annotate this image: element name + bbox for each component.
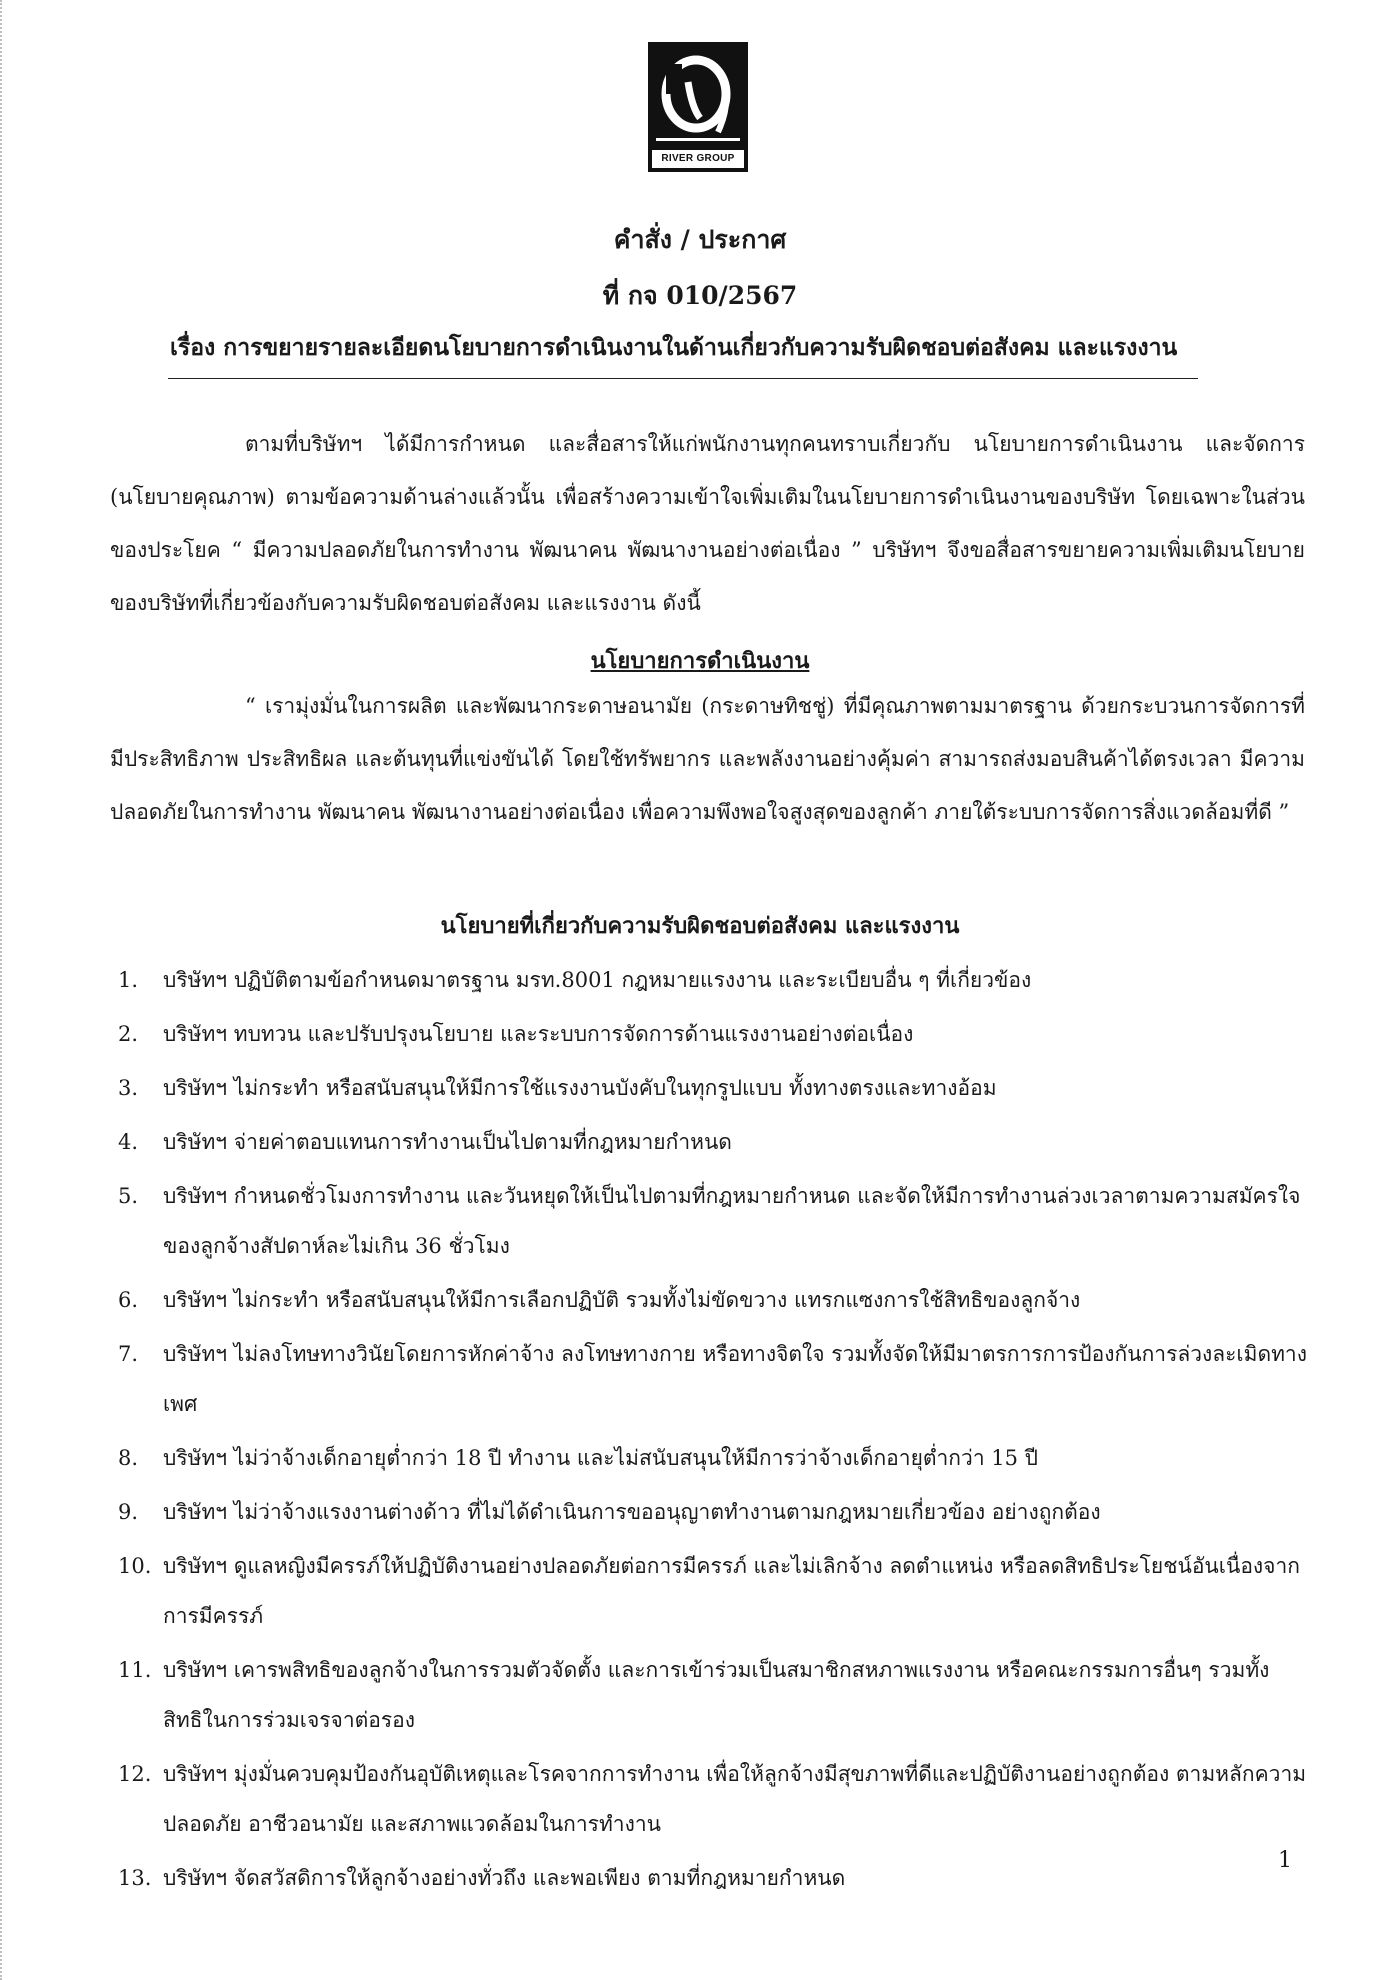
page-number: 1 [1278,1848,1292,1873]
list-item-number: 6. [118,1288,139,1312]
list-item-text: บริษัทฯ ไม่ลงโทษทางวินัยโดยการหักค่าจ้าง ลงโทษทางกาย หรือทางจิตใจ รวมทั้งจัดให้มีมาตรการการป้องกันการล่วงละเมิดทางเพศ [163,1342,1307,1416]
list-item-text: บริษัทฯ มุ่งมั่นควบคุมป้องกันอุบัติเหตุและโรคจากการทำงาน เพื่อให้ลูกจ้างมีสุขภาพที่ดีและปฏิบัติงานอย่างถูกต้อง ตามหลักความปลอดภัย อาชีวอนามัย และสภาพแวดล้อมในการทำงาน [163,1762,1307,1836]
list-item [118,1853,1308,1903]
list-item-text: บริษัทฯ จ่ายค่าตอบแทนการทำงานเป็นไปตามที่กฎหมายกำหนด [163,1130,732,1154]
list-item-text: บริษัทฯ ไม่กระทำ หรือสนับสนุนให้มีการใช้แรงงานบังคับในทุกรูปแบบ ทั้งทางตรงและทางอ้อม [163,1076,997,1100]
list-item [118,1329,1308,1429]
operation-policy-text: “ เรามุ่งมั่นในการผลิต และพัฒนากระดาษอนามัย (กระดาษทิชชู่) ที่มีคุณภาพตามมาตรฐาน ด้วยกระบวนการจัดการที่มีประสิทธิภาพ ประสิทธิผล และต้นทุนที่แข่งขันได้ โดยใช้ทรัพยากร และพลังงานอย่างคุ้มค่า สามารถส่งมอบสินค้าได้ตรงเวลา มีความปลอดภัยในการทำงาน พัฒนาคน พัฒนางานอย่างต่อเนื่อง เพื่อความพึงพอใจสูงสุดของลูกค้า ภายใต้ระบบการจัดการสิ่งแวดล้อมที่ดี ” [110,694,1305,824]
list-item-number: 12. [118,1762,152,1786]
social-policy-list [118,955,1308,1907]
operation-policy-heading: นโยบายการดำเนินงาน [590,648,810,674]
list-item-number: 9. [118,1500,139,1524]
social-policy-heading: นโยบายที่เกี่ยวกับความรับผิดชอบต่อสังคม และแรงงาน [440,913,960,939]
document-number: ที่ กจ 010/2567 [602,281,798,310]
list-item [118,1171,1308,1271]
list-item-number: 2. [118,1022,139,1046]
list-item-number: 1. [118,968,139,992]
list-item [118,955,1308,1005]
list-item [118,1433,1308,1483]
list-item-number: 7. [118,1342,139,1366]
list-item-number: 4. [118,1130,139,1154]
intro-text: ตามที่บริษัทฯ ได้มีการกำหนด และสื่อสารให้แก่พนักงานทุกคนทราบเกี่ยวกับ นโยบายการดำเนินงาน และจัดการ (นโยบายคุณภาพ) ตามข้อความด้านล่างแล้วนั้น เพื่อสร้างความเข้าใจเพิ่มเติมในนโยบายการดำเนินงานของบริษัท โดยเฉพาะในส่วนของประโยค “ มีความปลอดภัยในการทำงาน พัฒนาคน พัฒนางานอย่างต่อเนื่อง ” บริษัทฯ จึงขอสื่อสารขยายความเพิ่มเติมนโยบายของบริษัทที่เกี่ยวข้องกับความรับผิดชอบต่อสังคม และแรงงาน ดังนี้ [110,432,1305,615]
list-item-text: บริษัทฯ ดูแลหญิงมีครรภ์ให้ปฏิบัติงานอย่างปลอดภัยต่อการมีครรภ์ และไม่เลิกจ้าง ลดตำแหน่ง หรือลดสิทธิประโยชน์อันเนื่องจากการมีครรภ์ [163,1554,1300,1628]
document-title: คำสั่ง / ประกาศ [613,225,787,254]
list-item [118,1749,1308,1849]
list-item-text: บริษัทฯ กำหนดชั่วโมงการทำงาน และวันหยุดให้เป็นไปตามที่กฎหมายกำหนด และจัดให้มีการทำงานล่วงเวลาตามความสมัครใจของลูกจ้างสัปดาห์ละไม่เกิน 36 ชั่วโมง [163,1184,1301,1258]
logo-text: RIVER GROUP [652,150,744,168]
intro-paragraph [110,418,1305,630]
header-divider [168,378,1198,379]
list-item-number: 3. [118,1076,139,1100]
list-item-text: บริษัทฯ ปฏิบัติตามข้อกำหนดมาตรฐาน มรท.8001 กฎหมายแรงงาน และระเบียบอื่น ๆ ที่เกี่ยวข้อง [163,968,1032,992]
list-item-number: 8. [118,1446,139,1470]
list-item [118,1645,1308,1745]
list-item-text: บริษัทฯ จัดสวัสดิการให้ลูกจ้างอย่างทั่วถึง และพอเพียง ตามที่กฎหมายกำหนด [163,1866,846,1890]
list-item-text: บริษัทฯ ไม่ว่าจ้างเด็กอายุต่ำกว่า 18 ปี ทำงาน และไม่สนับสนุนให้มีการว่าจ้างเด็กอายุต่ำกว่า 15 ปี [163,1446,1039,1470]
list-item-text: บริษัทฯ เคารพสิทธิของลูกจ้างในการรวมตัวจัดตั้ง และการเข้าร่วมเป็นสมาชิกสหภาพแรงงาน หรือคณะกรรมการอื่นๆ รวมทั้งสิทธิในการร่วมเจรจาต่อรอง [163,1658,1270,1732]
list-item-text: บริษัทฯ ทบทวน และปรับปรุงนโยบาย และระบบการจัดการด้านแรงงานอย่างต่อเนื่อง [163,1022,914,1046]
operation-policy-paragraph [110,680,1305,839]
list-item-number: 13. [118,1866,152,1890]
list-item-number: 10. [118,1554,152,1578]
company-logo [648,42,748,172]
list-item-number: 5. [118,1184,139,1208]
list-item-number: 11. [118,1658,152,1682]
list-item [118,1275,1308,1325]
list-item [118,1487,1308,1537]
list-item-text: บริษัทฯ ไม่กระทำ หรือสนับสนุนให้มีการเลือกปฏิบัติ รวมทั้งไม่ขัดขวาง แทรกแซงการใช้สิทธิของลูกจ้าง [163,1288,1081,1312]
list-item-text: บริษัทฯ ไม่ว่าจ้างแรงงานต่างด้าว ที่ไม่ได้ดำเนินการขออนุญาตทำงานตามกฎหมายเกี่ยวข้อง อย่างถูกต้อง [163,1500,1101,1524]
document-subject: เรื่อง การขยายรายละเอียดนโยบายการดำเนินงานในด้านเกี่ยวกับความรับผิดชอบต่อสังคม และแรงงาน [170,334,1178,361]
list-item [118,1009,1308,1059]
list-item [118,1063,1308,1113]
list-item [118,1541,1308,1641]
list-item [118,1117,1308,1167]
